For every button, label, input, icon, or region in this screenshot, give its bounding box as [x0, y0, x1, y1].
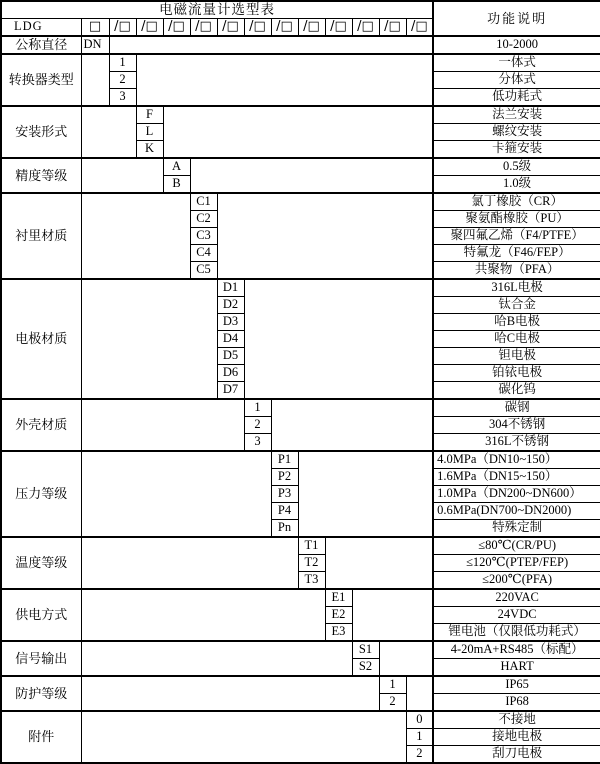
model-slot-checkbox: /□	[271, 19, 298, 37]
option-code: 2	[406, 746, 433, 764]
option-desc: 聚氨酯橡胶（PU）	[433, 211, 600, 228]
group-label: 温度等级	[1, 537, 81, 589]
option-desc: 碳钢	[433, 399, 600, 417]
option-desc: 碳化钨	[433, 382, 600, 400]
option-desc: 共聚物（PFA）	[433, 262, 600, 280]
option-code: F	[136, 106, 163, 124]
option-code: 2	[379, 694, 406, 712]
option-code: 2	[244, 417, 271, 434]
option-desc: 哈C电极	[433, 331, 600, 348]
group-label: 衬里材质	[1, 193, 81, 279]
spacer-cell	[81, 54, 109, 106]
spacer-cell	[406, 676, 433, 711]
option-code: D1	[217, 279, 244, 297]
spacer-cell	[271, 399, 433, 451]
model-slot-checkbox: /□	[325, 19, 352, 37]
option-code: P2	[271, 469, 298, 486]
option-desc: 不接地	[433, 711, 600, 729]
option-code: C2	[190, 211, 217, 228]
option-desc: IP68	[433, 694, 600, 712]
selection-table-body	[1, 1, 600, 763]
spacer-cell	[81, 158, 163, 193]
option-code: E2	[325, 607, 352, 624]
spacer-cell	[81, 279, 217, 399]
option-desc: 低功耗式	[433, 89, 600, 107]
option-code: 1	[109, 54, 136, 72]
option-desc: 316L不锈钢	[433, 434, 600, 452]
spacer-cell	[81, 711, 406, 763]
group-label: 信号输出	[1, 641, 81, 676]
option-code: P3	[271, 486, 298, 503]
option-code: D5	[217, 348, 244, 365]
spacer-cell	[352, 589, 433, 641]
group-label: 供电方式	[1, 589, 81, 641]
model-slot-checkbox: /□	[217, 19, 244, 37]
option-desc: 24VDC	[433, 607, 600, 624]
spacer-cell	[81, 399, 244, 451]
option-code: 2	[109, 72, 136, 89]
group-label: 压力等级	[1, 451, 81, 537]
spacer-cell	[163, 106, 433, 158]
spacer-cell	[109, 36, 433, 54]
group-label: 安装形式	[1, 106, 81, 158]
option-desc: ≤80℃(CR/PU)	[433, 537, 600, 555]
model-slot-checkbox: /□	[163, 19, 190, 37]
option-code: T2	[298, 555, 325, 572]
option-desc: 钽电极	[433, 348, 600, 365]
option-code: D2	[217, 297, 244, 314]
option-desc: 4-20mA+RS485（标配）	[433, 641, 600, 659]
group-label: 精度等级	[1, 158, 81, 193]
model-slot-checkbox: /□	[190, 19, 217, 37]
spacer-cell	[81, 451, 271, 537]
option-code: E1	[325, 589, 352, 607]
group-label: 电极材质	[1, 279, 81, 399]
spacer-cell	[136, 54, 433, 106]
group-label: 转换器类型	[1, 54, 81, 106]
option-code: K	[136, 141, 163, 159]
option-desc: 铂铱电极	[433, 365, 600, 382]
option-desc: 1.6MPa（DN15~150）	[433, 469, 600, 486]
model-slot-checkbox: /□	[352, 19, 379, 37]
option-desc: 哈B电极	[433, 314, 600, 331]
option-code: L	[136, 124, 163, 141]
option-desc: 卡箍安装	[433, 141, 600, 159]
option-code: D4	[217, 331, 244, 348]
option-desc: 接地电极	[433, 729, 600, 746]
model-slot-checkbox: /□	[406, 19, 433, 37]
option-desc: IP65	[433, 676, 600, 694]
option-desc: 钛合金	[433, 297, 600, 314]
option-desc: 0.6MPa(DN700~DN2000)	[433, 503, 600, 520]
option-code: T1	[298, 537, 325, 555]
option-code: 3	[109, 89, 136, 107]
model-slot-checkbox: /□	[244, 19, 271, 37]
option-code: E3	[325, 624, 352, 642]
option-code: C3	[190, 228, 217, 245]
option-desc: 4.0MPa（DN10~150）	[433, 451, 600, 469]
group-label: 外壳材质	[1, 399, 81, 451]
option-desc: 氯丁橡胶（CR）	[433, 193, 600, 211]
spacer-cell	[81, 589, 325, 641]
option-desc: 1.0级	[433, 176, 600, 194]
spacer-cell	[81, 537, 298, 589]
option-desc: 1.0MPa（DN200~DN600）	[433, 486, 600, 503]
option-desc: 316L电极	[433, 279, 600, 297]
option-desc: ≤120℃(PTEP/FEP)	[433, 555, 600, 572]
option-desc: 特殊定制	[433, 520, 600, 538]
option-code: P1	[271, 451, 298, 469]
option-desc: 特氟龙（F46/FEP）	[433, 245, 600, 262]
option-code: B	[163, 176, 190, 194]
spacer-cell	[217, 193, 433, 279]
model-prefix: LDG	[1, 19, 81, 37]
option-code: D3	[217, 314, 244, 331]
option-code: C4	[190, 245, 217, 262]
group-label: 附件	[1, 711, 81, 763]
option-code: 1	[244, 399, 271, 417]
option-desc: ≤200℃(PFA)	[433, 572, 600, 590]
option-code: 0	[406, 711, 433, 729]
option-code: D7	[217, 382, 244, 400]
option-desc: 一体式	[433, 54, 600, 72]
option-desc: 法兰安装	[433, 106, 600, 124]
option-desc: 分体式	[433, 72, 600, 89]
option-desc: 0.5级	[433, 158, 600, 176]
option-desc: 刮刀电极	[433, 746, 600, 764]
option-code: C5	[190, 262, 217, 280]
model-slot-checkbox: /□	[136, 19, 163, 37]
option-code: P4	[271, 503, 298, 520]
model-slot-checkbox: /□	[298, 19, 325, 37]
option-desc: 聚四氟乙烯（F4/PTFE）	[433, 228, 600, 245]
spacer-cell	[81, 193, 190, 279]
spacer-cell	[81, 106, 136, 158]
spacer-cell	[298, 451, 433, 537]
option-code: A	[163, 158, 190, 176]
option-code: D6	[217, 365, 244, 382]
option-code: C1	[190, 193, 217, 211]
model-slot-checkbox: /□	[379, 19, 406, 37]
option-code: 1	[379, 676, 406, 694]
spacer-cell	[190, 158, 433, 193]
option-desc: 锂电池（仅限低功耗式）	[433, 624, 600, 642]
spacer-cell	[81, 676, 379, 711]
option-code: T3	[298, 572, 325, 590]
option-code: DN	[81, 36, 109, 54]
function-description-header: 功能说明	[433, 1, 600, 36]
spacer-cell	[379, 641, 433, 676]
option-desc: 10-2000	[433, 36, 600, 54]
page-title: 电磁流量计选型表	[1, 1, 433, 19]
model-base-checkbox: □	[81, 19, 109, 37]
group-label-nominal-diameter: 公称直径	[1, 36, 81, 54]
spacer-cell	[325, 537, 433, 589]
group-label: 防护等级	[1, 676, 81, 711]
spacer-cell	[244, 279, 433, 399]
spacer-cell	[81, 641, 352, 676]
model-slot-checkbox: /□	[109, 19, 136, 37]
option-desc: 螺纹安装	[433, 124, 600, 141]
option-desc: 220VAC	[433, 589, 600, 607]
option-code: S2	[352, 659, 379, 677]
option-code: Pn	[271, 520, 298, 538]
option-desc: 304不锈钢	[433, 417, 600, 434]
option-code: S1	[352, 641, 379, 659]
option-code: 1	[406, 729, 433, 746]
option-code: 3	[244, 434, 271, 452]
option-desc: HART	[433, 659, 600, 677]
